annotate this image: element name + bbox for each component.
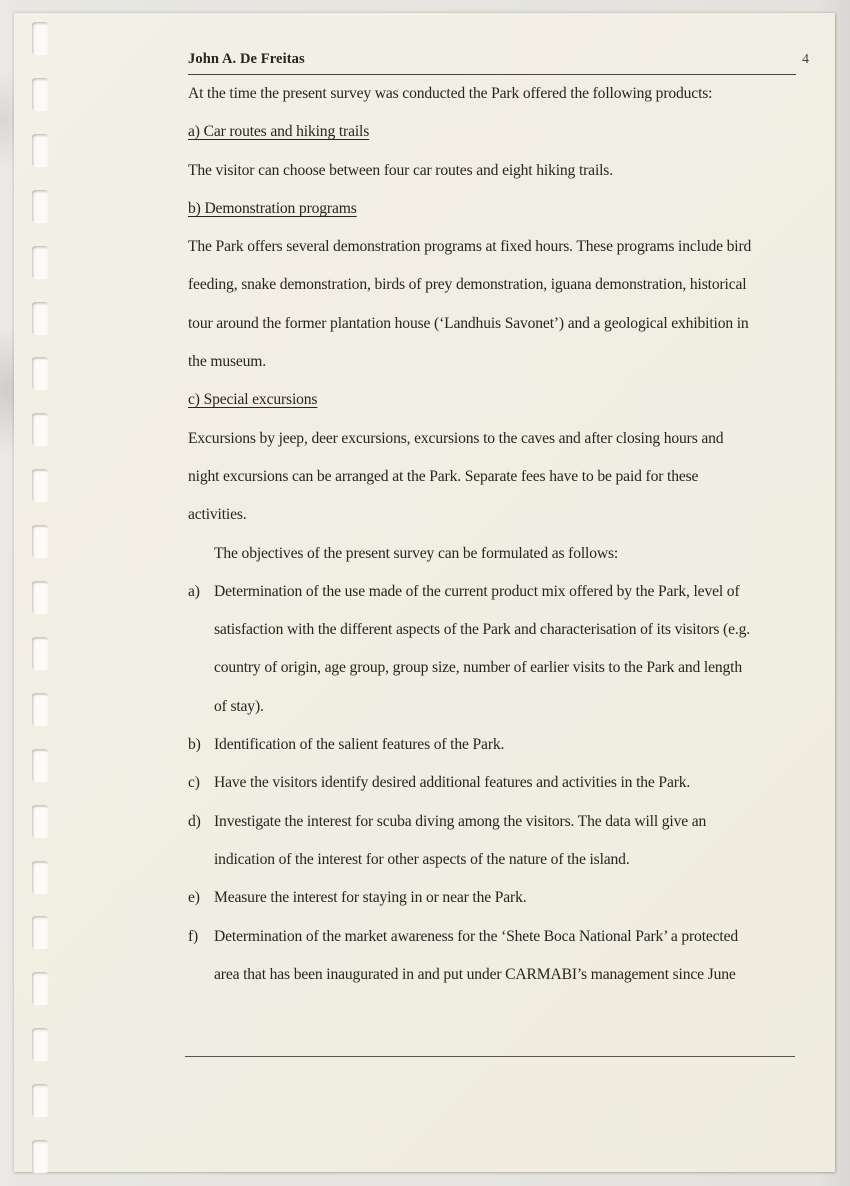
text-line: At the time the present survey was conducted the Park offered the following products: [188, 85, 713, 102]
text-line: the museum. [188, 353, 267, 371]
list-marker: c) [188, 774, 200, 792]
list-marker: d) [188, 812, 201, 830]
binding-hole [32, 190, 48, 223]
binding-hole [32, 916, 48, 949]
text-line [188, 764, 802, 802]
document-body [188, 75, 802, 994]
binding-hole [32, 805, 48, 838]
list-marker: b) [188, 736, 201, 754]
binding-hole [32, 78, 48, 111]
binding-holes [32, 13, 50, 1172]
document-page [14, 13, 835, 1172]
text-line: Excursions by jeep, deer excursions, excursions to the caves and after closing hours and [188, 429, 724, 447]
list-marker: e) [188, 889, 200, 907]
text-line: satisfaction with the different aspects of the Park and characterisation of its visitors (e.g. [214, 621, 750, 639]
binding-hole [32, 637, 48, 670]
text-line: feeding, snake demonstration, birds of prey demonstration, iguana demonstration, historical [188, 276, 747, 294]
list-item-text: Have the visitors identify desired additional features and activities in the Park. [214, 774, 691, 792]
binding-hole [32, 972, 48, 1005]
author-name: John A. De Freitas [188, 51, 305, 67]
section-heading: a) Car routes and hiking trails [188, 123, 370, 141]
binding-hole [32, 134, 48, 167]
list-item-text: Determination of the use made of the current product mix offered by the Park, level of [214, 582, 740, 600]
binding-hole [32, 357, 48, 390]
list-marker: f) [188, 927, 199, 945]
text-line: indication of the interest for other aspects of the nature of the island. [214, 850, 630, 868]
list-marker: a) [188, 582, 200, 600]
text-line: The Park offers several demonstration programs at fixed hours. These programs include bird [188, 238, 752, 256]
text-line: tour around the former plantation house (‘Landhuis Savonet’) and a geological exhibition in [188, 314, 749, 332]
text-line: The visitor can choose between four car routes and eight hiking trails. [188, 161, 613, 179]
section-heading: c) Special excursions [188, 391, 318, 409]
binding-hole [32, 1140, 48, 1173]
binding-hole [32, 749, 48, 782]
list-item-text: Investigate the interest for scuba diving among the visitors. The data will give an [214, 812, 707, 830]
text-line: The objectives of the present survey can be formulated as follows: [214, 544, 619, 562]
page-number: 4 [802, 52, 809, 67]
page-header [188, 51, 809, 68]
binding-hole [32, 581, 48, 614]
text-line: area that has been inaugurated in and put under CARMABI’s management since June [214, 965, 736, 983]
footer-rule [185, 1056, 795, 1057]
text-line: activities. [188, 506, 247, 524]
binding-hole [32, 1084, 48, 1117]
text-line: of stay). [214, 697, 264, 715]
section-heading: b) Demonstration programs [188, 199, 357, 217]
binding-hole [32, 413, 48, 446]
binding-hole [32, 302, 48, 335]
list-item-text: Measure the interest for staying in or near the Park. [214, 889, 527, 907]
list-item-text: Identification of the salient features of the Park. [214, 736, 505, 754]
text-line [188, 573, 802, 611]
text-line: night excursions can be arranged at the Park. Separate fees have to be paid for these [188, 467, 699, 485]
binding-hole [32, 693, 48, 726]
binding-hole [32, 469, 48, 502]
page-content [188, 51, 809, 994]
text-line [188, 918, 802, 956]
text-line [188, 726, 802, 764]
list-item-text: Determination of the market awareness for the ‘Shete Boca National Park’ a protected [214, 927, 739, 945]
binding-hole [32, 525, 48, 558]
text-line: country of origin, age group, group size, number of earlier visits to the Park and length [214, 659, 742, 677]
text-line [188, 803, 802, 841]
binding-hole [32, 861, 48, 894]
binding-hole [32, 22, 48, 55]
text-line [188, 879, 802, 917]
binding-hole [32, 246, 48, 279]
binding-hole [32, 1028, 48, 1061]
